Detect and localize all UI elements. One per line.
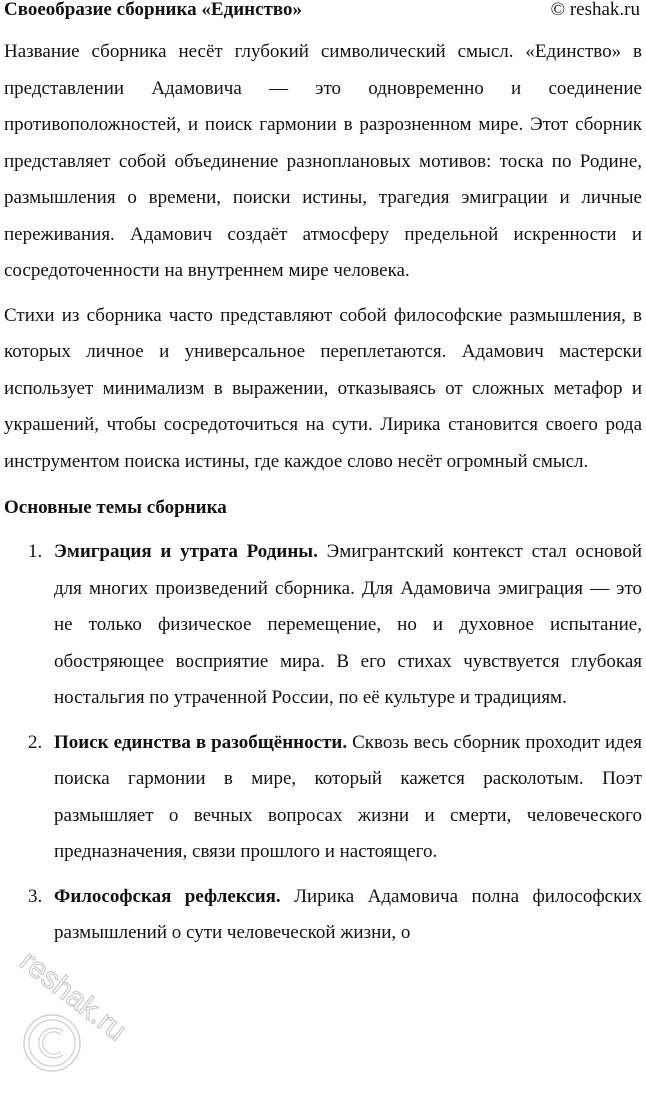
theme-term: Философская рефлексия. bbox=[54, 885, 281, 907]
list-number: 3. bbox=[28, 885, 43, 907]
theme-item bbox=[4, 725, 642, 871]
theme-term: Поиск единства в разобщённости. bbox=[54, 731, 348, 753]
theme-text: Сквозь весь сборник проходит идея поиска гармонии в мире, который кажется расколотым. Поэт размышляет о вечных вопросах жизни и смерти, человеческого предназначения, связи прошлого и настоящего. bbox=[54, 731, 642, 862]
document-title: Своеобразие сборника «Единство» bbox=[4, 0, 302, 20]
theme-item bbox=[4, 879, 642, 952]
list-number: 2. bbox=[28, 731, 43, 753]
theme-text: Лирика Адамовича полна философских размышлений о сути человеческой жизни, о bbox=[54, 885, 642, 943]
theme-item bbox=[4, 534, 642, 717]
copyright-circle-icon bbox=[24, 1015, 80, 1071]
theme-term: Эмиграция и утрата Родины. bbox=[54, 541, 318, 562]
paragraph-style: Стихи из сборника часто представляют собой философские размышления, в которых личное и универсальное переплетаются. Адамович мастерски использует минимализм в выражении, отказываясь от сложных метафор и украшений, чтобы сосредоточиться на сути. Лирика становится своего рода инструментом поиска истины, где каждое слово несёт огромный смысл. bbox=[4, 304, 642, 472]
section-heading-themes: Основные темы сборника bbox=[4, 497, 227, 518]
themes-list bbox=[4, 534, 642, 952]
document-header bbox=[4, 0, 642, 22]
watermark-text: reshak.ru bbox=[13, 944, 133, 1048]
paragraph-intro: Название сборника несёт глубокий символический смысл. «Единство» в представлении Адамовича — это одновременно и соединение противоположностей, и поиск гармонии в разрозненном мире. Этот сборник представляет собой объединение разноплановых мотивов: тоска по Родине, размышления о времени, поиски истины, трагедия эмиграции и личные переживания. Адамович создаёт атмосферу предельной искренности и сосредоточенности на внутреннем мире человека. bbox=[4, 41, 642, 281]
theme-text: Эмигрантский контекст стал основой для многих произведений сборника. Для Адамовича эмиграция — это не только физическое перемещение, но и духовное испытание, обостряющее восприятие мира. В его стихах чувствуется глубокая ностальгия по утраченной России, по её культуре и традициям. bbox=[54, 541, 642, 708]
site-copyright: © reshak.ru bbox=[550, 0, 640, 20]
list-number: 1. bbox=[28, 541, 43, 562]
